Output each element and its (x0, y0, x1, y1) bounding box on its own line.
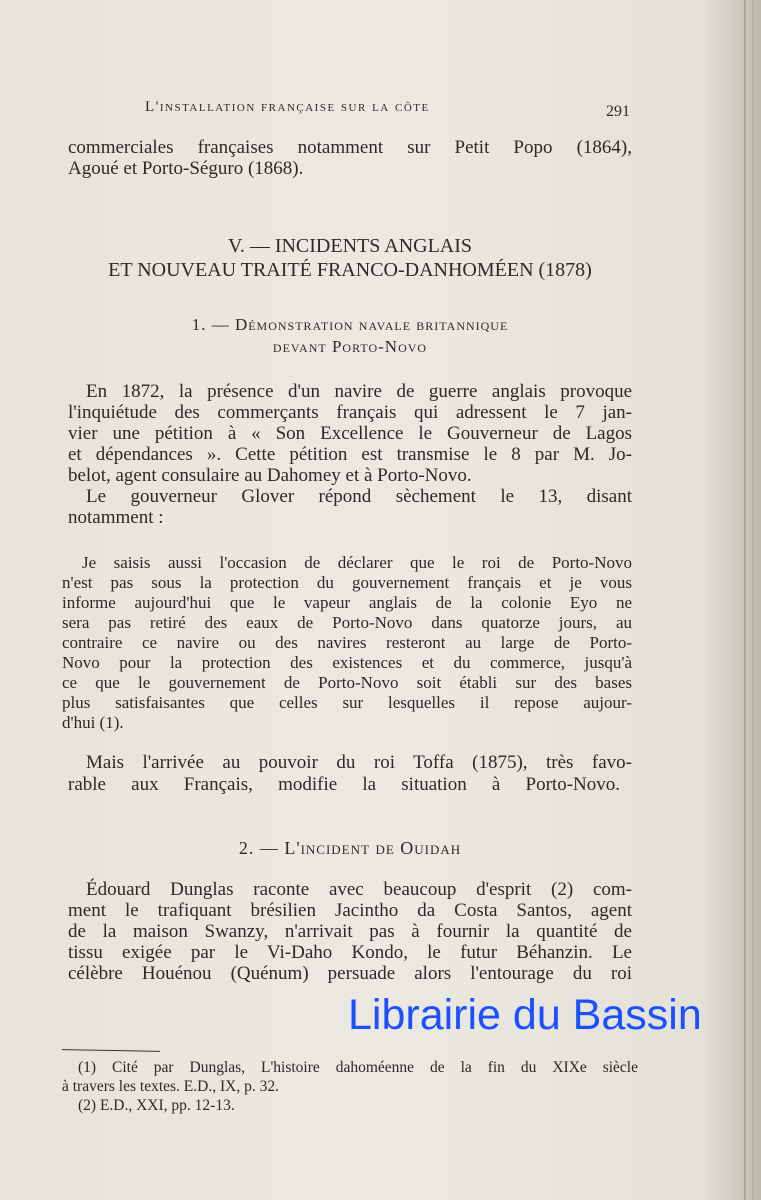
text-line: En 1872, la présence d'un navire de guerre anglais provoque (86, 381, 632, 402)
text-line: belot, agent consulaire au Dahomey et à Porto-Novo. (68, 465, 472, 486)
text-line: Agoué et Porto-Séguro (1868). (68, 158, 304, 179)
text-line: informe aujourd'hui que le vapeur anglais de la colonie Eyo ne (62, 593, 632, 612)
text-line: à travers les textes. E.D., IX, p. 32. (62, 1078, 279, 1095)
footnote-rule (62, 1049, 160, 1052)
text-line: n'est pas sous la protection du gouvernement français et je vous (62, 573, 632, 592)
running-title: L'installation française sur la côte (145, 99, 430, 115)
text-line: ment le trafiquant brésilien Jacintho da Costa Santos, agent (68, 900, 632, 921)
text-line: contraire ce navire ou des navires resteront au large de Porto- (62, 633, 632, 652)
text-line: Mais l'arrivée au pouvoir du roi Toffa (1875), très favo- (86, 752, 632, 773)
text-line: l'inquiétude des commerçants français qui adressent le 7 jan- (68, 402, 632, 423)
text-line: notamment : (68, 507, 164, 528)
text-line: vier une pétition à « Son Excellence le Gouverneur de Lagos (68, 423, 632, 444)
text-line: sera pas retiré des eaux de Porto-Novo dans quatorze jours, au (62, 613, 632, 632)
text-line: ce que le gouvernement de Porto-Novo soit établi sur des bases (62, 673, 632, 692)
text-line: d'hui (1). (62, 713, 124, 732)
text-line: plus satisfaisantes que celles sur lesquelles il repose aujour- (62, 693, 632, 712)
text-line: Le gouverneur Glover répond sèchement le 13, disant (86, 486, 632, 507)
page-edge (752, 0, 754, 1200)
page-number: 291 (606, 103, 630, 120)
text-line: (1) Cité par Dunglas, L'histoire dahoméenne de la fin du XIXe siècle (78, 1059, 638, 1076)
text-line: commerciales françaises notamment sur Petit Popo (1864), (68, 137, 632, 158)
text-line: ET NOUVEAU TRAITÉ FRANCO-DANHOMÉEN (1878) (108, 259, 592, 281)
text-line: rable aux Français, modifie la situation à Porto-Novo. (68, 774, 620, 795)
watermark: Librairie du Bassin (348, 991, 702, 1039)
text-line: célèbre Houénou (Quénum) persuade alors l'entourage du roi (68, 963, 632, 984)
text-line: 1. — Démonstration navale britannique (191, 315, 509, 334)
text-line: Édouard Dunglas raconte avec beaucoup d'esprit (2) com- (86, 879, 632, 900)
page-edge (744, 0, 746, 1200)
text-line: 2. — L'incident de Ouidah (238, 838, 462, 858)
text-line: (2) E.D., XXI, pp. 12-13. (78, 1097, 235, 1114)
text-line: devant Porto-Novo (272, 337, 428, 356)
text-line: V. — INCIDENTS ANGLAIS (227, 235, 473, 257)
text-line: Je saisis aussi l'occasion de déclarer que le roi de Porto-Novo (82, 553, 632, 572)
text-line: et dépendances ». Cette pétition est transmise le 8 par M. Jo- (68, 444, 632, 465)
text-line: de la maison Swanzy, n'arrivait pas à fournir la quantité de (68, 921, 632, 942)
text-line: tissu exigée par le Vi-Daho Kondo, le futur Béhanzin. Le (68, 942, 632, 963)
text-line: Novo pour la protection des existences et du commerce, jusqu'à (62, 653, 632, 672)
